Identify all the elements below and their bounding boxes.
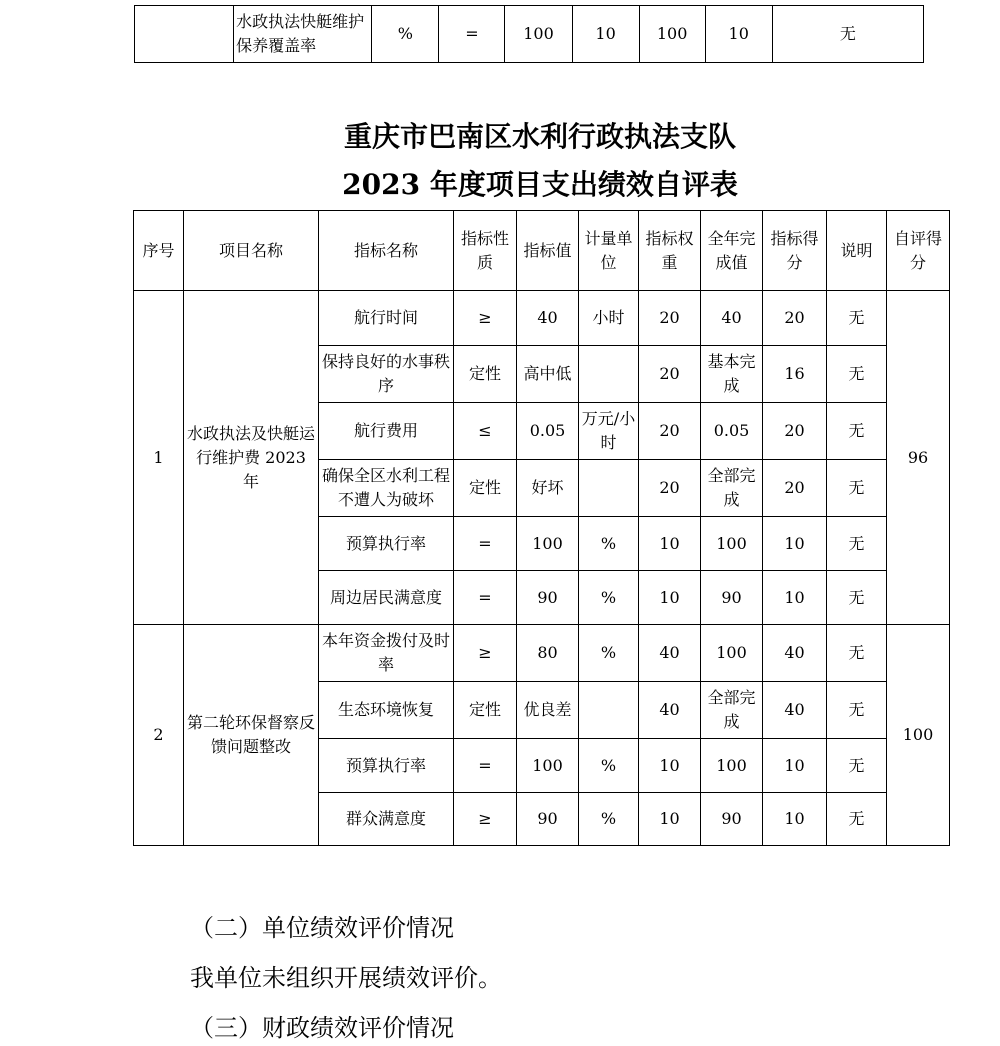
- cell-unit: %: [579, 625, 639, 682]
- cell-indicator: 确保全区水利工程不遭人为破坏: [319, 460, 454, 517]
- cell-indicator: 生态环境恢复: [319, 682, 454, 739]
- header-completed: 全年完成值: [701, 211, 763, 291]
- cell-nature: 定性: [454, 460, 517, 517]
- cell-remark: 无: [827, 682, 887, 739]
- cell-value: 优良差: [517, 682, 579, 739]
- project-name: 第二轮环保督察反馈问题整改: [184, 625, 319, 846]
- header-remark: 说明: [827, 211, 887, 291]
- cell-nature: ≥: [454, 291, 517, 346]
- cell-remark: 无: [827, 346, 887, 403]
- cell-unit: 万元/小时: [579, 403, 639, 460]
- project-self-score: 96: [887, 291, 950, 625]
- cell-unit: %: [579, 793, 639, 846]
- document-title: 重庆市巴南区水利行政执法支队: [343, 120, 736, 153]
- project-self-score: 100: [887, 625, 950, 846]
- section-heading-fiscal-evaluation: （三）财政绩效评价情况: [190, 1014, 454, 1042]
- cell-completed: 100: [701, 625, 763, 682]
- cell-score: 10: [705, 6, 772, 63]
- cell-weight: 20: [639, 346, 701, 403]
- cell-completed: 90: [701, 793, 763, 846]
- cell-indicator: 预算执行率: [319, 739, 454, 793]
- header-unit: 计量单位: [579, 211, 639, 291]
- cell-completed: 90: [701, 571, 763, 625]
- cell-remark: 无: [827, 291, 887, 346]
- table-row: [134, 625, 950, 682]
- cell-nature: 定性: [454, 346, 517, 403]
- cell-unit: [579, 346, 639, 403]
- header-self-score: 自评得分: [887, 211, 950, 291]
- cell-nature: =: [454, 571, 517, 625]
- cell-unit: %: [579, 739, 639, 793]
- cell-weight: 20: [639, 291, 701, 346]
- header-project-name: 项目名称: [184, 211, 319, 291]
- cell-weight: 20: [639, 403, 701, 460]
- cell-score: 20: [763, 460, 827, 517]
- cell-completed: 100: [701, 739, 763, 793]
- cell-nature: ≥: [454, 625, 517, 682]
- cell-value: =: [439, 6, 505, 63]
- previous-table-fragment: [134, 5, 924, 63]
- section-paragraph: 我单位未组织开展绩效评价。: [190, 964, 502, 992]
- cell-completed: 基本完成: [701, 346, 763, 403]
- section-heading-unit-evaluation: （二）单位绩效评价情况: [190, 914, 454, 942]
- cell-remark: 无: [772, 6, 923, 63]
- cell-weight: 10: [639, 517, 701, 571]
- cell-remark: 无: [827, 571, 887, 625]
- table-row: [135, 6, 924, 63]
- cell-unit: 小时: [579, 291, 639, 346]
- cell-value: 100: [517, 739, 579, 793]
- document-subtitle: 2023 年度项目支出绩效自评表: [342, 168, 738, 201]
- cell-score: 10: [763, 739, 827, 793]
- cell-score: 20: [763, 403, 827, 460]
- cell-score: 40: [763, 625, 827, 682]
- cell-completed: 100: [639, 6, 705, 63]
- header-no: 序号: [134, 211, 184, 291]
- cell-value: 90: [517, 793, 579, 846]
- cell-nature: =: [454, 517, 517, 571]
- cell-project: [135, 6, 234, 63]
- cell-indicator: 航行费用: [319, 403, 454, 460]
- cell-weight: 10: [639, 739, 701, 793]
- cell-value: 好坏: [517, 460, 579, 517]
- cell-unit: %: [579, 571, 639, 625]
- cell-indicator: 群众满意度: [319, 793, 454, 846]
- cell-value: 90: [517, 571, 579, 625]
- project-no: 1: [134, 291, 184, 625]
- cell-indicator: 水政执法快艇维护保养覆盖率: [234, 6, 372, 63]
- cell-score: 40: [763, 682, 827, 739]
- cell-nature: ≤: [454, 403, 517, 460]
- cell-weight: 10: [572, 6, 639, 63]
- cell-completed: 全部完成: [701, 460, 763, 517]
- cell-indicator: 本年资金拨付及时率: [319, 625, 454, 682]
- header-indicator-name: 指标名称: [319, 211, 454, 291]
- cell-weight: 20: [639, 460, 701, 517]
- cell-remark: 无: [827, 517, 887, 571]
- cell-remark: 无: [827, 460, 887, 517]
- cell-score: 10: [763, 571, 827, 625]
- cell-unit: 100: [505, 6, 572, 63]
- cell-unit: [579, 682, 639, 739]
- cell-completed: 100: [701, 517, 763, 571]
- cell-nature: =: [454, 739, 517, 793]
- table-row: [134, 291, 950, 346]
- cell-indicator: 预算执行率: [319, 517, 454, 571]
- cell-nature: 定性: [454, 682, 517, 739]
- cell-value: 80: [517, 625, 579, 682]
- cell-completed: 0.05: [701, 403, 763, 460]
- cell-completed: 全部完成: [701, 682, 763, 739]
- header-weight: 指标权重: [639, 211, 701, 291]
- header-row: [134, 211, 950, 291]
- cell-score: 10: [763, 517, 827, 571]
- header-score: 指标得分: [763, 211, 827, 291]
- cell-weight: 10: [639, 571, 701, 625]
- cell-remark: 无: [827, 403, 887, 460]
- cell-remark: 无: [827, 739, 887, 793]
- cell-value: 高中低: [517, 346, 579, 403]
- header-indicator-nature: 指标性质: [454, 211, 517, 291]
- cell-indicator: 保持良好的水事秩序: [319, 346, 454, 403]
- project-name: 水政执法及快艇运行维护费 2023 年: [184, 291, 319, 625]
- cell-score: 20: [763, 291, 827, 346]
- header-indicator-value: 指标值: [517, 211, 579, 291]
- cell-nature: %: [372, 6, 439, 63]
- cell-value: 40: [517, 291, 579, 346]
- cell-value: 0.05: [517, 403, 579, 460]
- cell-score: 16: [763, 346, 827, 403]
- cell-score: 10: [763, 793, 827, 846]
- cell-remark: 无: [827, 625, 887, 682]
- cell-indicator: 周边居民满意度: [319, 571, 454, 625]
- cell-value: 100: [517, 517, 579, 571]
- cell-indicator: 航行时间: [319, 291, 454, 346]
- cell-weight: 40: [639, 625, 701, 682]
- cell-remark: 无: [827, 793, 887, 846]
- cell-unit: [579, 460, 639, 517]
- performance-table: [133, 210, 950, 846]
- cell-weight: 10: [639, 793, 701, 846]
- cell-weight: 40: [639, 682, 701, 739]
- cell-completed: 40: [701, 291, 763, 346]
- cell-unit: %: [579, 517, 639, 571]
- project-no: 2: [134, 625, 184, 846]
- cell-nature: ≥: [454, 793, 517, 846]
